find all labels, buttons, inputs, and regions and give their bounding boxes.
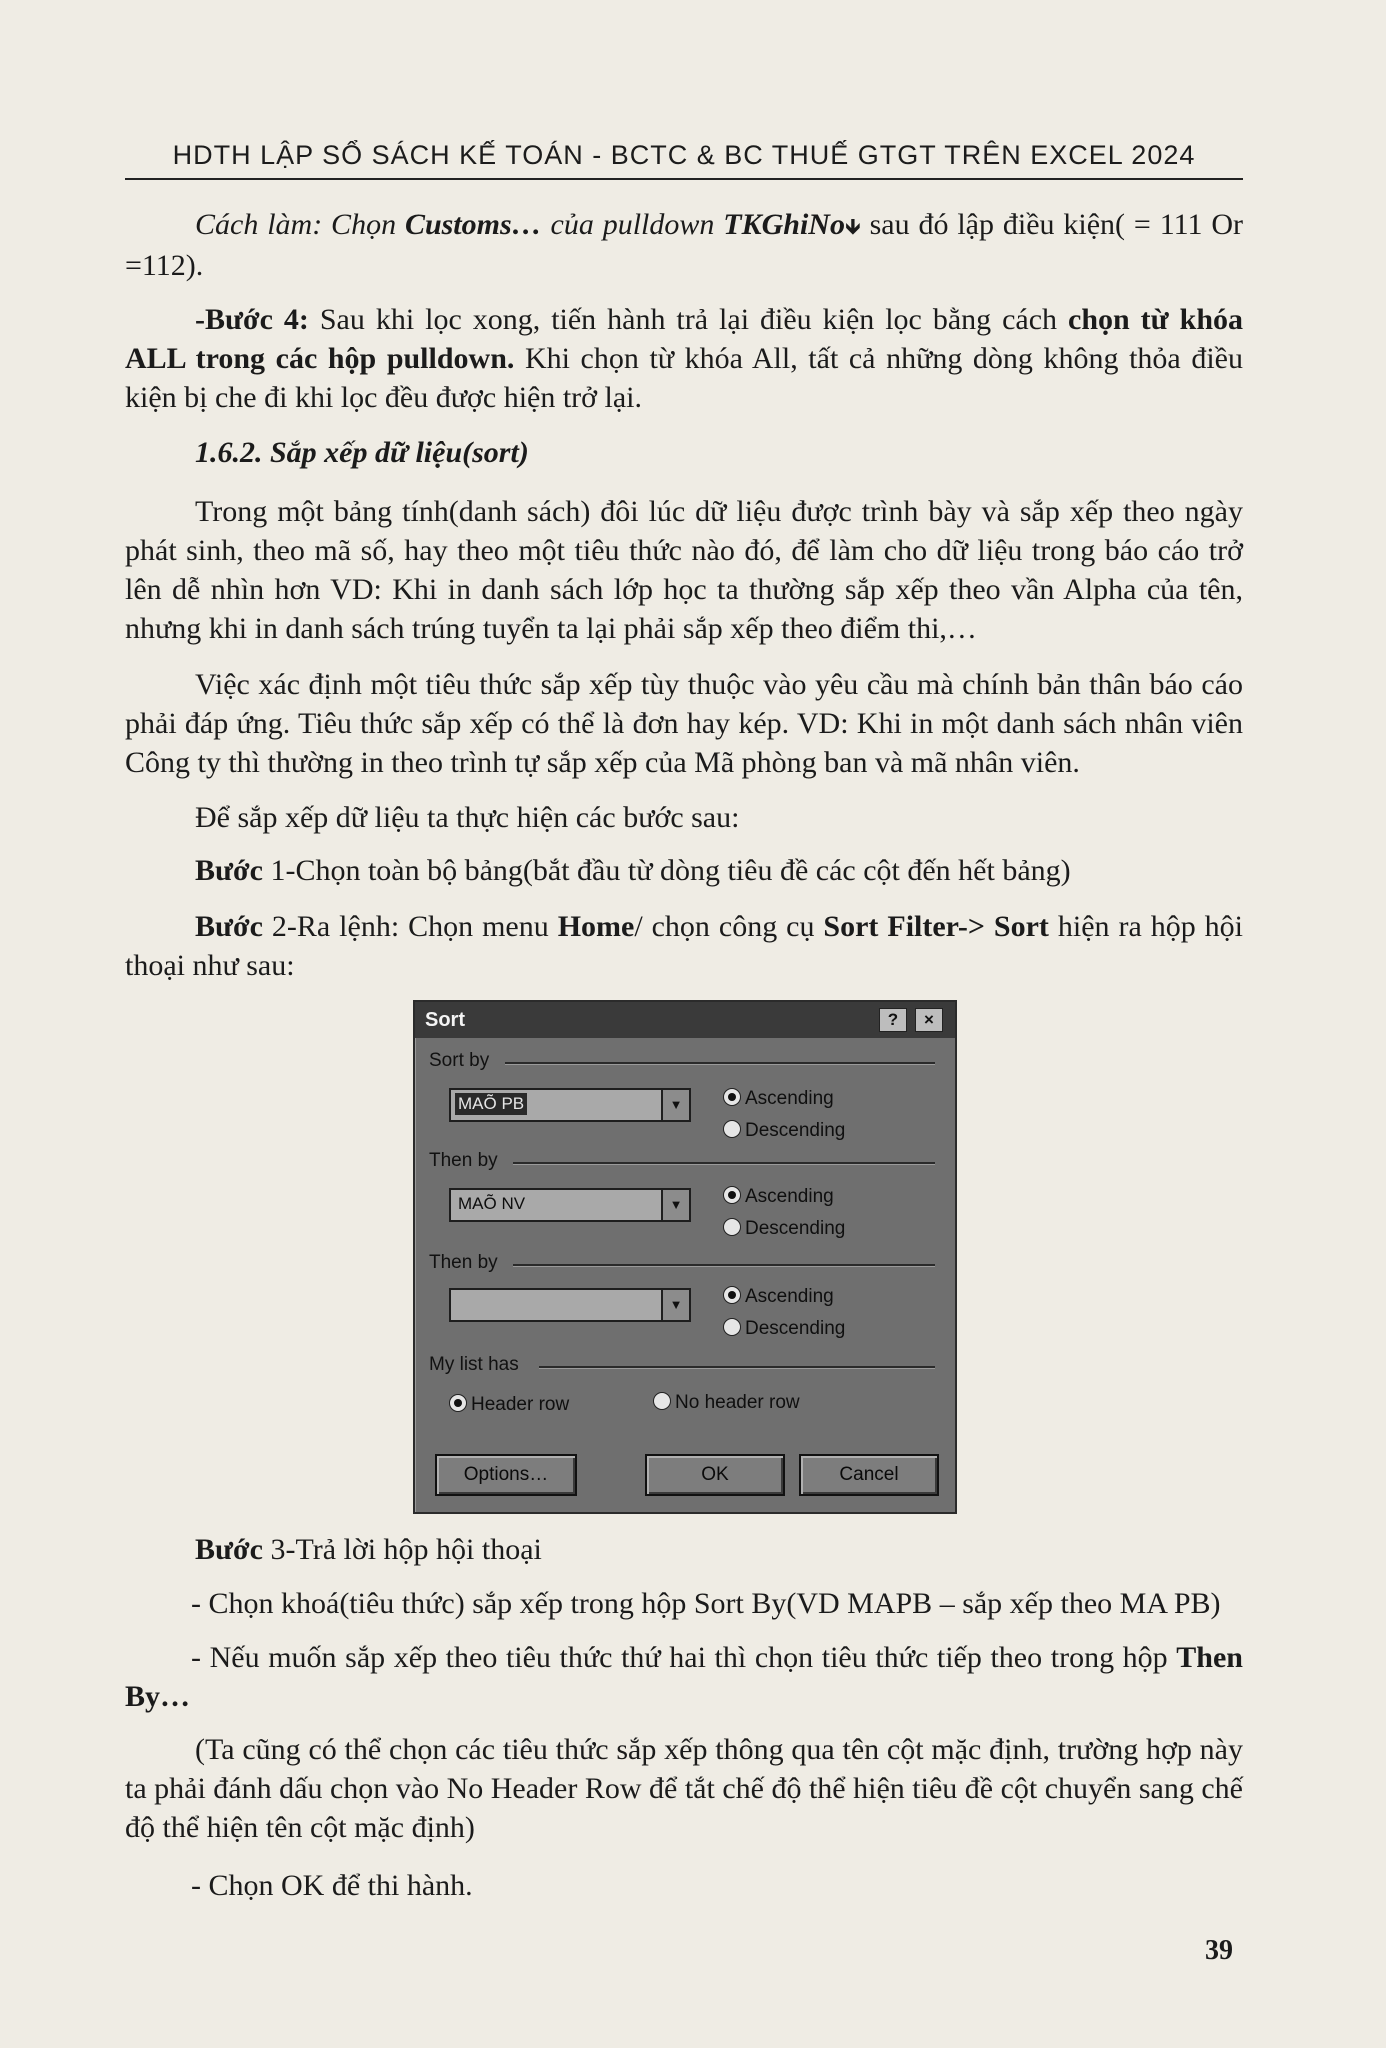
radio-selected-icon xyxy=(723,1186,741,1204)
down-arrow-icon: 🡻 xyxy=(844,214,861,239)
radio-selected-icon xyxy=(723,1286,741,1304)
chevron-down-icon[interactable]: ▼ xyxy=(661,1090,689,1120)
sort-by-label: Sort by xyxy=(429,1050,490,1071)
radio-selected-icon xyxy=(449,1394,467,1412)
then-by-2-ascending-radio[interactable]: Ascending xyxy=(723,1286,834,1308)
then-by-1-descending-radio[interactable]: Descending xyxy=(723,1218,845,1240)
paragraph-step2: Bước 2-Ra lệnh: Chọn menu Home/ chọn công cụ Sort Filter-> Sort hiện ra hộp hội thoại như sau: xyxy=(125,910,1244,982)
then-by-1-combo[interactable] xyxy=(449,1188,691,1222)
close-icon[interactable]: × xyxy=(915,1008,943,1032)
group-divider xyxy=(513,1264,935,1266)
group-divider xyxy=(539,1366,935,1368)
then-by-1-ascending-radio[interactable]: Ascending xyxy=(723,1186,834,1208)
paragraph-filter-method: Cách làm: Chọn Customs… của pulldown TKGhiNo🡻 sau đó lập điều kiện( = 111 Or =112). xyxy=(125,208,1243,282)
dialog-title: Sort xyxy=(425,1009,465,1031)
list-item-sort-by: - Chọn khoá(tiêu thức) sắp xếp trong hộp Sort By(VD MAPB – sắp xếp theo MA PB) xyxy=(191,1587,1221,1620)
header-rule xyxy=(125,178,1243,180)
options-button[interactable]: Options… xyxy=(435,1454,577,1496)
list-item-ok: - Chọn OK để thi hành. xyxy=(191,1869,473,1902)
sort-by-combo[interactable] xyxy=(449,1088,691,1122)
group-divider xyxy=(513,1162,935,1164)
radio-empty-icon xyxy=(723,1218,741,1236)
then-by-2-descending-radio[interactable]: Descending xyxy=(723,1318,845,1340)
sort-by-descending-radio[interactable]: Descending xyxy=(723,1120,845,1142)
sort-dialog xyxy=(413,1000,957,1514)
group-divider xyxy=(505,1062,935,1064)
no-header-row-radio[interactable]: No header row xyxy=(653,1392,800,1414)
paragraph-step1: Bước 1-Chọn toàn bộ bảng(bắt đầu từ dòng tiêu đề các cột đến hết bảng) xyxy=(195,854,1071,887)
then-by-1-value: MAÕ NV xyxy=(458,1194,526,1213)
then-by-2-label: Then by xyxy=(429,1252,498,1273)
header-row-radio[interactable]: Header row xyxy=(449,1394,569,1416)
paragraph-step4: -Bước 4: Sau khi lọc xong, tiến hành trả lại điều kiện lọc bằng cách chọn từ khóa ALL trong các hộp pulldown. Khi chọn từ khóa All, tất cả những dòng không thỏa điều kiện bị che đi khi lọc đều được hiện trở lại. xyxy=(125,303,1244,414)
cancel-button[interactable]: Cancel xyxy=(799,1454,939,1496)
radio-selected-icon xyxy=(723,1088,741,1106)
sort-by-value: MAÕ PB xyxy=(455,1093,527,1115)
ok-button[interactable]: OK xyxy=(645,1454,785,1496)
paragraph-no-header-row-note: (Ta cũng có thể chọn các tiêu thức sắp xếp thông qua tên cột mặc định, trường hợp này ta phải đánh dấu chọn vào No Header Row để tắt chế độ thể hiện tiêu đề cột chuyển sang chế độ thể hiện tên cột mặc định) xyxy=(125,1733,1243,1844)
chevron-down-icon[interactable]: ▼ xyxy=(661,1290,689,1320)
paragraph-steps-intro: Để sắp xếp dữ liệu ta thực hiện các bước sau: xyxy=(195,801,740,834)
page-number: 39 xyxy=(1205,1935,1233,1966)
help-icon[interactable]: ? xyxy=(879,1008,907,1032)
chevron-down-icon[interactable]: ▼ xyxy=(661,1190,689,1220)
section-heading: 1.6.2. Sắp xếp dữ liệu(sort) xyxy=(195,436,529,469)
radio-empty-icon xyxy=(723,1318,741,1336)
radio-empty-icon xyxy=(653,1392,671,1410)
paragraph-step3: Bước 3-Trả lời hộp hội thoại xyxy=(195,1533,542,1566)
then-by-2-combo[interactable] xyxy=(449,1288,691,1322)
paragraph-sort-criteria: Việc xác định một tiêu thức sắp xếp tùy thuộc vào yêu cầu mà chính bản thân báo cáo phải đáp ứng. Tiêu thức sắp xếp có thể là đơn hay kép. VD: Khi in một danh sách nhân viên Công ty thì thường in theo trình tự sắp xếp của Mã phòng ban và mã nhân viên. xyxy=(125,668,1243,779)
list-item-then-by: - Nếu muốn sắp xếp theo tiêu thức thứ hai thì chọn tiêu thức tiếp theo trong hộp Then By… xyxy=(125,1641,1243,1713)
dialog-title-bar xyxy=(415,1002,955,1038)
sort-by-ascending-radio[interactable]: Ascending xyxy=(723,1088,834,1110)
then-by-1-label: Then by xyxy=(429,1150,498,1171)
my-list-has-label: My list has xyxy=(429,1354,519,1375)
paragraph-sort-intro: Trong một bảng tính(danh sách) đôi lúc dữ liệu được trình bày và sắp xếp theo ngày phát sinh, theo mã số, hay theo một tiêu thức nào đó, để làm cho dữ liệu trong báo cáo trở lên dễ nhìn hơn VD: Khi in danh sách lớp học ta thường sắp xếp theo vần Alpha của tên, nhưng khi in danh sách trúng tuyển ta lại phải sắp xếp theo điểm thi,… xyxy=(125,495,1243,645)
running-header: HDTH LẬP SỔ SÁCH KẾ TOÁN - BCTC & BC THUẾ GTGT TRÊN EXCEL 2024 xyxy=(172,140,1196,170)
radio-empty-icon xyxy=(723,1120,741,1138)
